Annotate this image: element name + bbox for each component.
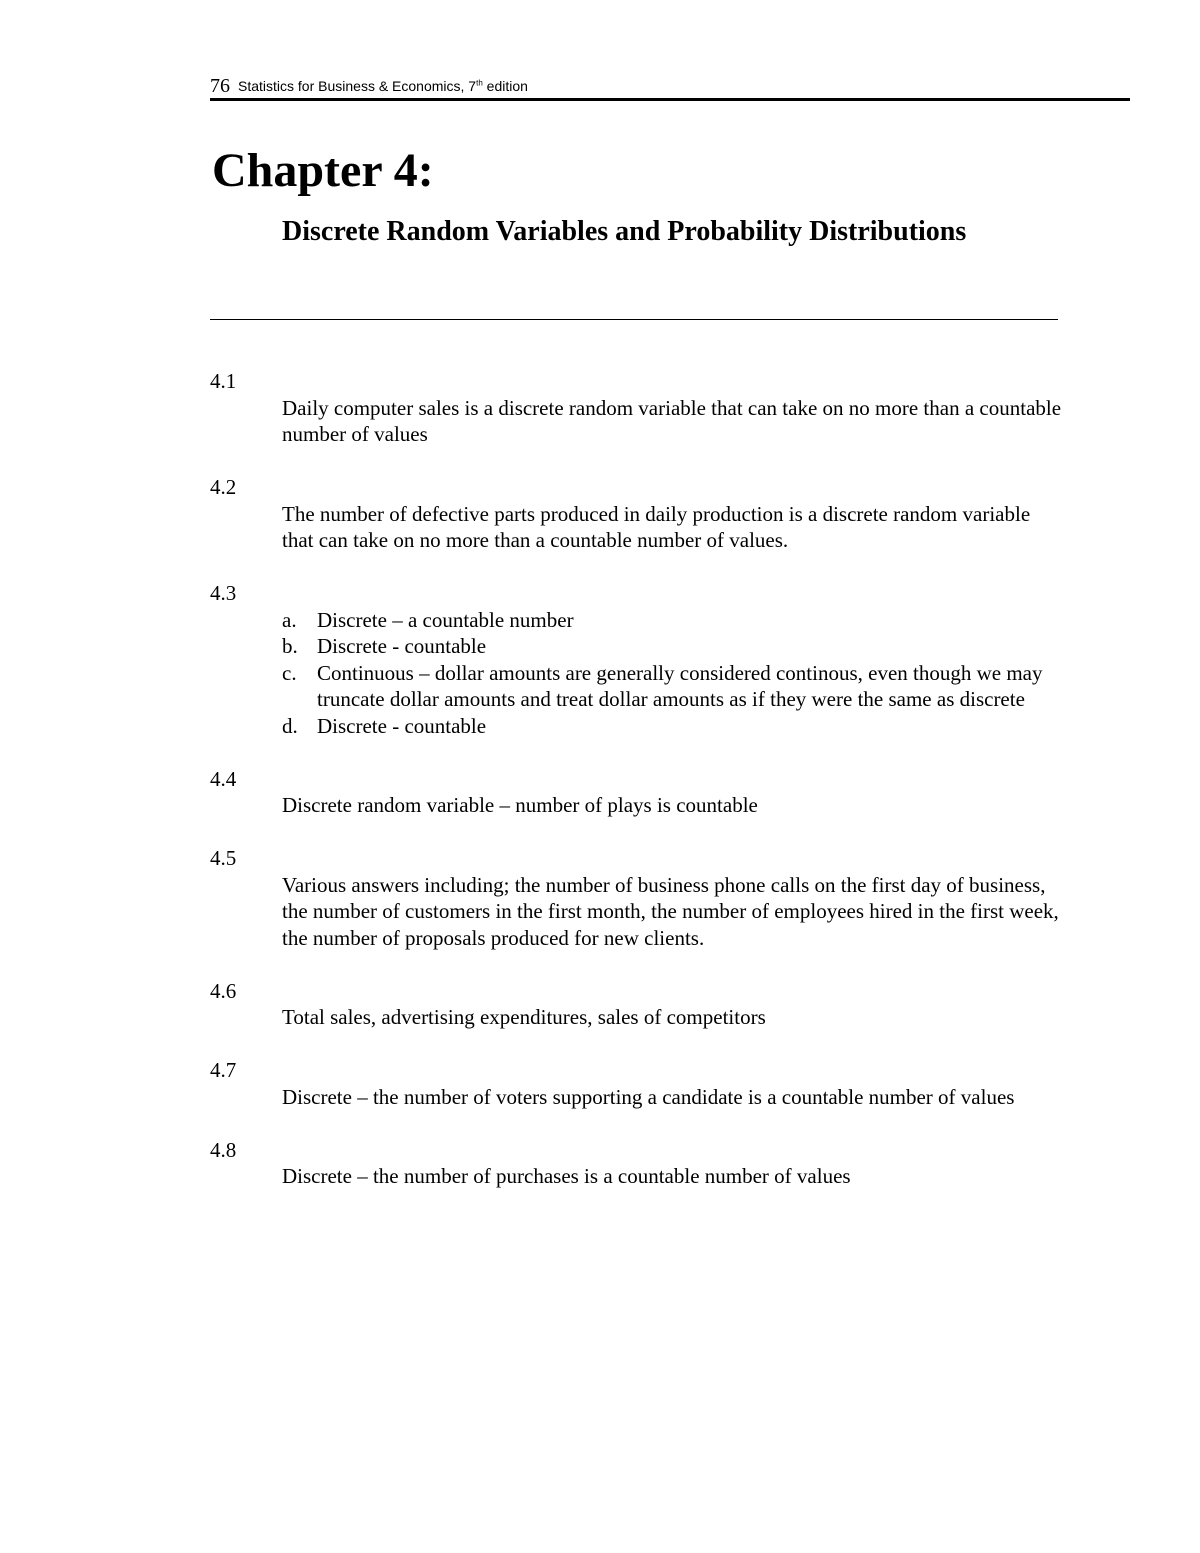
exercise-4-7 [210,1057,1070,1110]
exercise-number: 4.1 [210,369,237,393]
chapter-title: Chapter 4: [212,144,434,197]
exercise-answer: Various answers including; the number of business phone calls on the first day of business, the number of customers in the first month, the number of employees hired in the first week, the number of proposals produced for new clients. [282,872,1059,950]
chapter-subtitle: Discrete Random Variables and Probability Distributions [282,216,967,247]
list-item [282,713,1062,740]
list-item [282,633,1062,660]
exercise-answer: Daily computer sales is a discrete random variable that can take on no more than a countable number of values [282,395,1062,446]
list-item-text: Discrete - countable [317,713,487,738]
exercise-answer: Total sales, advertising expenditures, sales of competitors [282,1005,766,1029]
exercise-number: 4.4 [210,766,237,791]
exercise-4-5 [210,845,1070,951]
exercise-answer: Discrete random variable – number of plays is countable [282,793,758,817]
exercise-number: 4.3 [210,581,237,605]
exercise-4-1 [210,368,1070,448]
exercise-answer: The number of defective parts produced in daily production is a discrete random variable that can take on no more than a countable number of values. [282,501,1031,552]
exercise-4-2 [210,474,1070,554]
page-number: 76 [210,75,230,97]
exercise-number: 4.5 [210,846,237,870]
list-item [282,607,1062,634]
exercise-4-4 [210,766,1070,819]
exercise-answer: Discrete – the number of voters supporting a candidate is a countable number of values [282,1084,1015,1109]
chapter-divider [210,319,1058,320]
running-header [210,72,1130,101]
list-item-letter: d. [282,713,298,738]
exercise-answer: Discrete – the number of purchases is a countable number of values [282,1164,851,1188]
list-item-letter: a. [282,607,297,632]
list-item-letter: b. [282,634,298,658]
exercise-4-3 [210,580,1070,739]
list-item [282,660,1062,713]
book-title-suffix: edition [482,78,528,94]
exercise-number: 4.7 [210,1058,237,1082]
list-item-text: Discrete - countable [317,634,487,658]
book-title [238,78,528,98]
list-item-text: Discrete – a countable number [317,607,574,632]
book-title-superscript: th [476,78,483,88]
exercise-4-6 [210,978,1070,1031]
exercise-answers [210,368,1070,1216]
book-title-prefix: Statistics for Business & Economics, 7 [238,78,477,94]
answer-list [282,607,1062,740]
exercise-number: 4.8 [210,1137,237,1162]
list-item-text: Continuous – dollar amounts are generally considered continous, even though we may truncate dollar amounts and treat dollar amounts as if they were the same as discrete [317,660,1043,711]
list-item-letter: c. [282,660,297,685]
exercise-4-8 [210,1137,1070,1190]
exercise-number: 4.2 [210,475,237,499]
exercise-number: 4.6 [210,978,237,1003]
